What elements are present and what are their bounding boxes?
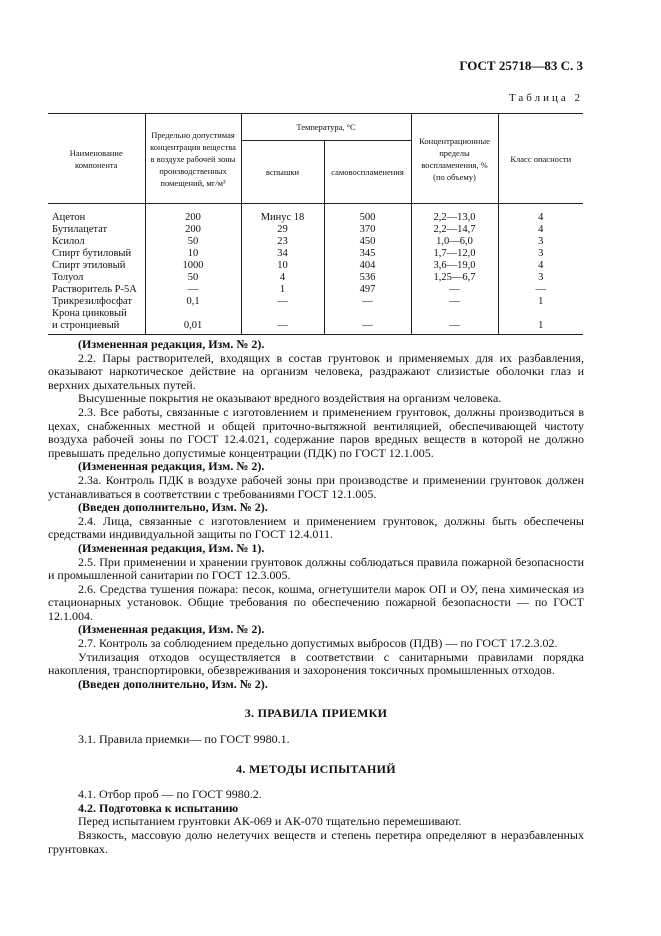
cell-pdk: 0,1	[145, 296, 241, 308]
header-temperature: Температура, °С	[241, 114, 411, 141]
paragraph: Вязкость, массовую долю нелетучих веществ и степень перетира определяют в неразбавленных грунтовках.	[48, 828, 584, 856]
hazard-table	[48, 113, 583, 335]
header-name: Наименование компонента	[48, 114, 145, 204]
cell-pdk: 10	[145, 248, 241, 260]
cell-pdk: —	[145, 284, 241, 296]
paragraph: 2.3. Все работы, связанные с изготовлением и применением грунтовок, должны производиться в цехах, снабженных местной и общей приточно-вытяжной вентиляцией, обеспечивающей чистоту воздуха рабочей зоны по ГОСТ 12.4.021, содержание паров вредных веществ в которой не должно превышать предельно допустимые концентрации (ПДК) по ГОСТ 12.1.005.	[48, 404, 584, 460]
cell-auto: 536	[324, 272, 411, 284]
cell-limits: —	[411, 320, 498, 335]
cell-flash: Минус 18	[241, 212, 324, 224]
cell-pdk: 0,01	[145, 320, 241, 335]
table-row	[48, 308, 583, 320]
cell-flash: 23	[241, 236, 324, 248]
cell-auto: —	[324, 320, 411, 335]
cell-class: 1	[498, 320, 583, 335]
cell-name: Растворитель Р-5А	[48, 284, 145, 296]
table-row	[48, 272, 583, 284]
cell-limits: —	[411, 284, 498, 296]
cell-auto: 370	[324, 224, 411, 236]
paragraph: Утилизация отходов осуществляется в соответствии с санитарными правилами порядка накопления, транспортировки, обезвреживания и захоронения токсичных промышленных отходов.	[48, 649, 584, 678]
table-row	[48, 296, 583, 308]
cell-name: Спирт бутиловый	[48, 248, 145, 260]
cell-class: 4	[498, 260, 583, 272]
table-caption: Таблица 2	[508, 92, 583, 104]
cell-limits: 2,2—13,0	[411, 212, 498, 224]
cell-name: Спирт этиловый	[48, 260, 145, 272]
amendment-note: (Измененная редакция, Изм. № 1).	[78, 540, 265, 555]
cell-pdk: 200	[145, 224, 241, 236]
paragraph: 2.3а. Контроль ПДК в воздухе рабочей зоны при производстве и применении грунтовок должен устанавливаться в соответствии с требованиями ГОСТ 12.1.005.	[48, 472, 584, 501]
cell-flash: 29	[241, 224, 324, 236]
cell-name-line1: Крона цинковый	[48, 308, 145, 320]
cell-name-line2: и стронциевый	[48, 320, 145, 335]
cell-class: 4	[498, 224, 583, 236]
header-autoignition: самовоспламенения	[324, 141, 411, 204]
paragraph: 3.1. Правила приемки— по ГОСТ 9980.1.	[78, 732, 290, 747]
cell-name: Толуол	[48, 272, 145, 284]
body-text	[48, 338, 584, 856]
cell-pdk: 200	[145, 212, 241, 224]
cell-limits: 1,7—12,0	[411, 248, 498, 260]
table-row	[48, 248, 583, 260]
page-header: ГОСТ 25718—83 С. 3	[459, 58, 583, 73]
cell-flash: —	[241, 320, 324, 335]
paragraph: 2.7. Контроль за соблюдением предельно допустимых выбросов (ПДВ) — по ГОСТ 17.2.3.02.	[78, 636, 558, 651]
cell-pdk: 50	[145, 272, 241, 284]
table-row	[48, 260, 583, 272]
table-row	[48, 320, 583, 335]
cell-pdk: 50	[145, 236, 241, 248]
cell-name: Ксилол	[48, 236, 145, 248]
table-row	[48, 224, 583, 236]
amendment-note: (Введен дополнительно, Изм. № 2).	[78, 676, 268, 691]
amendment-note: (Измененная редакция, Изм. № 2).	[78, 459, 265, 474]
cell-flash: 1	[241, 284, 324, 296]
cell-auto: 345	[324, 248, 411, 260]
cell-name: Бутилацетат	[48, 224, 145, 236]
header-concentration-limits: Концентрационные пределы воспламенения, % (по объему)	[411, 114, 498, 204]
paragraph: 2.2. Пары растворителей, входящих в состав грунтовок и применяемых для их разбавления, оказывают наркотическое действие на организм человека, раздражают слизистые оболочки глаз и верхних дыхательных путей.	[48, 350, 584, 392]
cell-class: 3	[498, 248, 583, 260]
cell-class: 3	[498, 236, 583, 248]
cell-limits: 1,0—6,0	[411, 236, 498, 248]
amendment-note: (Введен дополнительно, Изм. № 2).	[78, 500, 268, 515]
section-3-title: 3. ПРАВИЛА ПРИЕМКИ	[244, 706, 388, 721]
amendment-note: (Измененная редакция, Изм. № 2).	[78, 337, 265, 351]
paragraph: 2.4. Лица, связанные с изготовлением и применением грунтовок, должны быть обеспечены средствами индивидуальной защиты по ГОСТ 12.4.011.	[48, 513, 584, 542]
cell-auto: 450	[324, 236, 411, 248]
paragraph: 2.5. При применении и хранении грунтовок должны соблюдаться правила пожарной безопасности и промышленной санитарии по ГОСТ 12.3.005.	[48, 554, 584, 583]
cell-name: Трикрезилфосфат	[48, 296, 145, 308]
paragraph: Перед испытанием грунтовки АК-069 и АК-070 тщательно перемешивают.	[78, 814, 462, 829]
cell-auto: 497	[324, 284, 411, 296]
cell-auto: 404	[324, 260, 411, 272]
cell-limits: 1,25—6,7	[411, 272, 498, 284]
amendment-note: (Измененная редакция, Изм. № 2).	[78, 622, 265, 637]
cell-flash: 4	[241, 272, 324, 284]
header-flash: вспышки	[241, 141, 324, 204]
cell-pdk: 1000	[145, 260, 241, 272]
header-hazard-class: Класс опасности	[498, 114, 583, 204]
section-4-title: 4. МЕТОДЫ ИСПЫТАНИЙ	[236, 761, 396, 776]
paragraph: 4.1. Отбор проб — по ГОСТ 9980.2.	[78, 787, 262, 802]
cell-limits: —	[411, 296, 498, 308]
table-row	[48, 236, 583, 248]
paragraph: 2.6. Средства тушения пожара: песок, кошма, огнетушители марок ОП и ОУ, пена химическая из стационарных установок. Общие требования по обеспечению пожарной безопасности — по ГОСТ 12.1.004.	[48, 581, 584, 623]
cell-flash: 34	[241, 248, 324, 260]
cell-auto: 500	[324, 212, 411, 224]
cell-limits: 3,6—19,0	[411, 260, 498, 272]
cell-name: Ацетон	[48, 212, 145, 224]
cell-class: 3	[498, 272, 583, 284]
table-wrap	[48, 113, 583, 335]
cell-limits: 2,2—14,7	[411, 224, 498, 236]
cell-flash: —	[241, 296, 324, 308]
paragraph: Высушенные покрытия не оказывают вредного воздействия на организм человека.	[78, 391, 502, 406]
cell-auto: —	[324, 296, 411, 308]
header-pdk: Предельно допустимая концентрация вещества в воздухе рабочей зоны производственных помещений, мг/м³	[145, 114, 241, 204]
cell-class: 4	[498, 212, 583, 224]
table-row	[48, 284, 583, 296]
table-row	[48, 212, 583, 224]
cell-class: —	[498, 284, 583, 296]
subsection-title: 4.2. Подготовка к испытанию	[78, 800, 239, 815]
cell-class: 1	[498, 296, 583, 308]
cell-flash: 10	[241, 260, 324, 272]
